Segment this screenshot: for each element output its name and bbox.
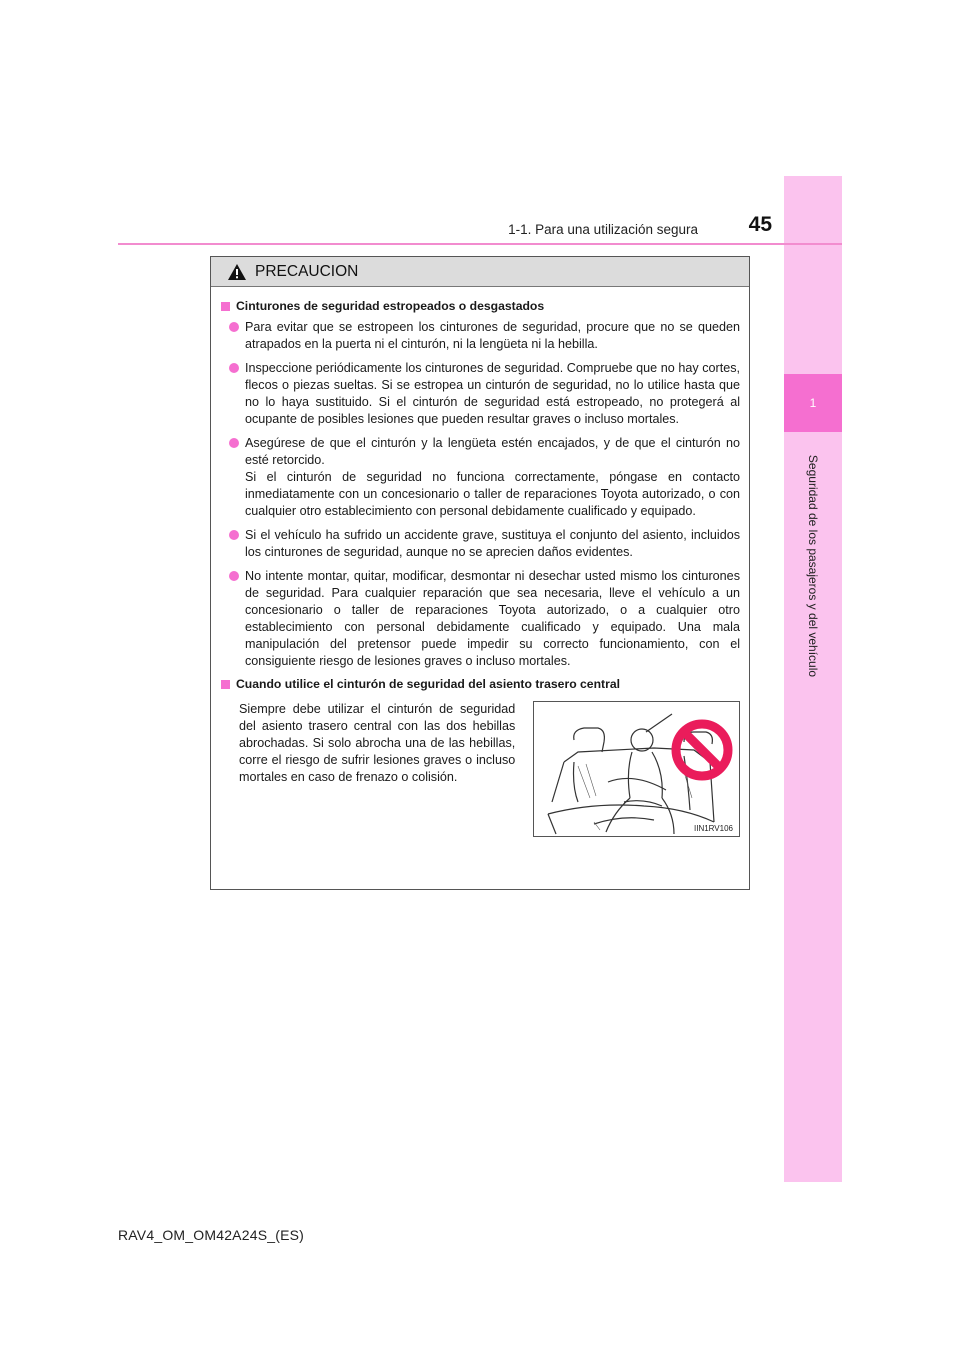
section-heading-text: Cuando utilice el cinturón de seguridad del asiento trasero central: [236, 677, 620, 691]
circle-bullet-icon: [229, 438, 239, 448]
figure-code: IIN1RV106: [694, 824, 733, 833]
list-item: [229, 435, 740, 520]
list-item: [229, 360, 740, 428]
rear-belt-row: [221, 701, 740, 837]
list-item-text: [245, 435, 740, 520]
circle-bullet-icon: [229, 571, 239, 581]
list-item-text: No intente montar, quitar, modificar, desmontar ni desechar usted mismo los cinturones de seguridad. Para cualquier reparación que sea necesaria, lleve el vehículo a un concesionario o taller de reparaciones Toyota autorizado, o a cualquier otro establecimiento con personal debidamente cualificado y equipado. Una mala manipulación del pretensor puede impedir su correcto funcionamiento, con el consiguiente riesgo de lesiones graves o incluso mortales.: [245, 569, 740, 668]
square-bullet-icon: [221, 680, 230, 689]
rear-seat-drawing: [534, 702, 740, 837]
section-heading-damaged-belts: [221, 299, 740, 313]
section-heading-rear-center-belt: [221, 677, 740, 691]
section-title: 1-1. Para una utilización segura: [508, 222, 698, 237]
circle-bullet-icon: [229, 530, 239, 540]
caution-title: PRECAUCION: [255, 262, 359, 280]
caution-box: [210, 256, 750, 890]
rear-seat-belt-illustration: [533, 701, 740, 837]
list-item: [229, 568, 740, 670]
circle-bullet-icon: [229, 363, 239, 373]
circle-bullet-icon: [229, 322, 239, 332]
page-number: 45: [748, 213, 772, 236]
square-bullet-icon: [221, 302, 230, 311]
list-item-text: Inspeccione periódicamente los cinturones de seguridad. Compruebe que no hay cortes, flecos o piezas sueltas. Si se estropea un cinturón de seguridad, no lo utilice hasta que no lo haya sustituido. Si el cinturón de seguridad está estropeado, no protegerá al ocupante de posibles lesiones que pueden resultar graves o incluso mortales.: [245, 361, 740, 426]
list-item: [229, 527, 740, 561]
list-item: [229, 319, 740, 353]
rear-belt-text: Siempre debe utilizar el cinturón de seguridad del asiento trasero central con las dos hebillas abrochadas. Si solo abrocha una de las hebillas, corre el riesgo de sufrir lesiones graves o incluso mortales en caso de frenazo o colisión.: [239, 702, 516, 784]
caution-header: [211, 257, 749, 287]
warning-triangle-icon: [227, 263, 247, 281]
section-heading-text: Cinturones de seguridad estropeados o desgastados: [236, 299, 545, 313]
list-item-text: Para evitar que se estropeen los cinturones de seguridad, procure que no se queden atrapados en la puerta ni el cinturón, ni la lengüeta ni la hebilla.: [245, 320, 740, 351]
list-item-paragraph: Asegúrese de que el cinturón y la lengüeta estén encajados, y de que el cinturón no esté retorcido.: [245, 436, 740, 467]
manual-code: RAV4_OM_OM42A24S_(ES): [118, 1227, 305, 1243]
chapter-number-badge: 1: [784, 374, 842, 432]
list-item-paragraph: Si el cinturón de seguridad no funciona correctamente, póngase en contacto inmediatamente con un concesionario o taller de reparaciones Toyota autorizado, o con cualquier otro establecimiento con personal debidamente cualificado y equipado.: [245, 470, 740, 518]
caution-body: [211, 287, 749, 837]
header-rule: [118, 243, 842, 245]
list-item-text: Si el vehículo ha sufrido un accidente grave, sustituya el conjunto del asiento, incluidos los cinturones de seguridad, aunque no se aprecien daños evidentes.: [245, 528, 740, 559]
chapter-title-vertical: Seguridad de los pasajeros y del vehículo: [806, 454, 820, 678]
